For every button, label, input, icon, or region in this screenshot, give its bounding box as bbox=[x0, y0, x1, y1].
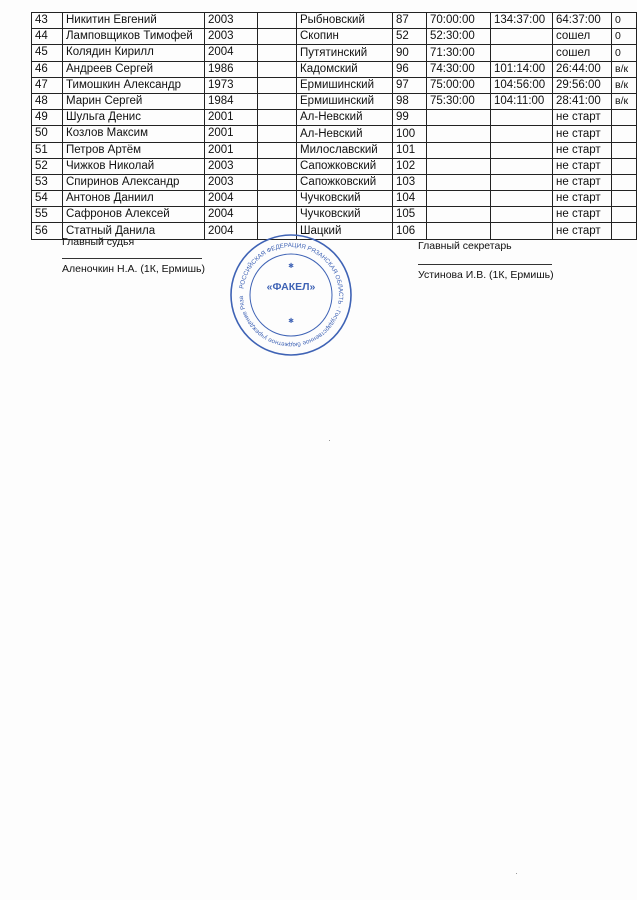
blank-cell bbox=[258, 29, 297, 45]
result-cell: не старт bbox=[553, 126, 612, 142]
blank-cell bbox=[258, 77, 297, 93]
participant-name-cell: Спиринов Александр bbox=[63, 174, 205, 190]
blank-cell bbox=[258, 110, 297, 126]
birth-year-cell: 1973 bbox=[205, 77, 258, 93]
team-cell: Ал-Невский bbox=[297, 110, 393, 126]
bib-number-cell: 97 bbox=[393, 77, 427, 93]
blank-cell bbox=[258, 191, 297, 207]
bib-number-cell: 98 bbox=[393, 93, 427, 109]
participant-name-cell: Сафронов Алексей bbox=[63, 207, 205, 223]
table-row bbox=[32, 45, 637, 61]
bib-number-cell: 101 bbox=[393, 142, 427, 158]
start-time-cell: 75:00:00 bbox=[427, 77, 491, 93]
bib-number-cell: 106 bbox=[393, 223, 427, 239]
team-cell: Шацкий bbox=[297, 223, 393, 239]
start-time-cell bbox=[427, 174, 491, 190]
start-time-cell: 74:30:00 bbox=[427, 61, 491, 77]
place-number-cell: 45 bbox=[32, 45, 63, 61]
blank-cell bbox=[258, 13, 297, 29]
start-time-cell bbox=[427, 223, 491, 239]
chief-secretary-name: Устинова И.В. (1К, Ермишь) bbox=[418, 269, 554, 281]
bib-number-cell: 52 bbox=[393, 29, 427, 45]
birth-year-cell: 2004 bbox=[205, 191, 258, 207]
rank-cell bbox=[612, 174, 637, 190]
place-number-cell: 56 bbox=[32, 223, 63, 239]
finish-time-cell bbox=[491, 142, 553, 158]
rank-cell bbox=[612, 158, 637, 174]
table-row bbox=[32, 29, 637, 45]
bib-number-cell: 99 bbox=[393, 110, 427, 126]
team-cell: Милославский bbox=[297, 142, 393, 158]
participant-name-cell: Ламповщиков Тимофей bbox=[63, 29, 205, 45]
table-row bbox=[32, 207, 637, 223]
result-cell: сошел bbox=[553, 29, 612, 45]
team-cell: Сапожковский bbox=[297, 174, 393, 190]
birth-year-cell: 1986 bbox=[205, 61, 258, 77]
finish-time-cell bbox=[491, 207, 553, 223]
place-number-cell: 47 bbox=[32, 77, 63, 93]
scan-speck bbox=[516, 873, 517, 874]
start-time-cell bbox=[427, 110, 491, 126]
start-time-cell bbox=[427, 191, 491, 207]
table-row bbox=[32, 126, 637, 142]
rank-cell: 0 bbox=[612, 45, 637, 61]
start-time-cell bbox=[427, 142, 491, 158]
result-cell: не старт bbox=[553, 207, 612, 223]
finish-time-cell: 104:56:00 bbox=[491, 77, 553, 93]
birth-year-cell: 2004 bbox=[205, 45, 258, 61]
bib-number-cell: 103 bbox=[393, 174, 427, 190]
result-cell: не старт bbox=[553, 223, 612, 239]
rank-cell: в/к bbox=[612, 61, 637, 77]
birth-year-cell: 2001 bbox=[205, 142, 258, 158]
rank-cell: в/к bbox=[612, 93, 637, 109]
participant-name-cell: Козлов Максим bbox=[63, 126, 205, 142]
participant-name-cell: Петров Артём bbox=[63, 142, 205, 158]
place-number-cell: 49 bbox=[32, 110, 63, 126]
rank-cell bbox=[612, 142, 637, 158]
team-cell: Скопин bbox=[297, 29, 393, 45]
bib-number-cell: 90 bbox=[393, 45, 427, 61]
place-number-cell: 46 bbox=[32, 61, 63, 77]
birth-year-cell: 2003 bbox=[205, 174, 258, 190]
stamp-star-icon: ✱ bbox=[288, 263, 294, 270]
table-row bbox=[32, 158, 637, 174]
start-time-cell: 70:00:00 bbox=[427, 13, 491, 29]
team-cell: Рыбновский bbox=[297, 13, 393, 29]
result-cell: не старт bbox=[553, 158, 612, 174]
result-cell: не старт bbox=[553, 142, 612, 158]
rank-cell: 0 bbox=[612, 29, 637, 45]
organization-stamp bbox=[228, 232, 354, 358]
participant-name-cell: Колядин Кирилл bbox=[63, 45, 205, 61]
birth-year-cell: 1984 bbox=[205, 93, 258, 109]
participant-name-cell: Чижков Николай bbox=[63, 158, 205, 174]
chief-judge-title: Главный судья bbox=[62, 236, 135, 248]
finish-time-cell: 134:37:00 bbox=[491, 13, 553, 29]
place-number-cell: 54 bbox=[32, 191, 63, 207]
rank-cell bbox=[612, 110, 637, 126]
chief-secretary-signature-line bbox=[418, 264, 552, 265]
table-row bbox=[32, 142, 637, 158]
bib-number-cell: 102 bbox=[393, 158, 427, 174]
bib-number-cell: 104 bbox=[393, 191, 427, 207]
rank-cell bbox=[612, 126, 637, 142]
start-time-cell bbox=[427, 126, 491, 142]
bib-number-cell: 100 bbox=[393, 126, 427, 142]
result-cell: 29:56:00 bbox=[553, 77, 612, 93]
result-cell: 28:41:00 bbox=[553, 93, 612, 109]
rank-cell bbox=[612, 191, 637, 207]
team-cell: Чучковский bbox=[297, 191, 393, 207]
finish-time-cell bbox=[491, 174, 553, 190]
birth-year-cell: 2004 bbox=[205, 223, 258, 239]
participant-name-cell: Статный Данила bbox=[63, 223, 205, 239]
start-time-cell: 71:30:00 bbox=[427, 45, 491, 61]
results-table-body bbox=[32, 13, 637, 240]
birth-year-cell: 2004 bbox=[205, 207, 258, 223]
chief-secretary-title: Главный секретарь bbox=[418, 240, 512, 252]
place-number-cell: 52 bbox=[32, 158, 63, 174]
blank-cell bbox=[258, 61, 297, 77]
table-row bbox=[32, 191, 637, 207]
start-time-cell: 75:30:00 bbox=[427, 93, 491, 109]
rank-cell bbox=[612, 223, 637, 239]
table-row bbox=[32, 93, 637, 109]
stamp-center-text: «ФАКЕЛ» bbox=[266, 281, 316, 293]
birth-year-cell: 2001 bbox=[205, 110, 258, 126]
blank-cell bbox=[258, 142, 297, 158]
start-time-cell bbox=[427, 207, 491, 223]
finish-time-cell bbox=[491, 29, 553, 45]
start-time-cell bbox=[427, 158, 491, 174]
bib-number-cell: 96 bbox=[393, 61, 427, 77]
results-table bbox=[31, 12, 637, 240]
blank-cell bbox=[258, 174, 297, 190]
finish-time-cell bbox=[491, 158, 553, 174]
stamp-star-icon: ✱ bbox=[288, 318, 294, 325]
participant-name-cell: Андреев Сергей bbox=[63, 61, 205, 77]
blank-cell bbox=[258, 45, 297, 61]
team-cell: Сапожковский bbox=[297, 158, 393, 174]
birth-year-cell: 2003 bbox=[205, 13, 258, 29]
participant-name-cell: Тимошкин Александр bbox=[63, 77, 205, 93]
team-cell: Ал-Невский bbox=[297, 126, 393, 142]
team-cell: Чучковский bbox=[297, 207, 393, 223]
scan-speck bbox=[329, 440, 330, 441]
finish-time-cell bbox=[491, 126, 553, 142]
table-row bbox=[32, 174, 637, 190]
participant-name-cell: Антонов Даниил bbox=[63, 191, 205, 207]
team-cell: Кадомский bbox=[297, 61, 393, 77]
bib-number-cell: 87 bbox=[393, 13, 427, 29]
stamp-ring-text: РОССИЙСКАЯ ФЕДЕРАЦИЯ РЯЗАНСКАЯ ОБЛАСТЬ · Государственное бюджетное учреждение Ряза bbox=[237, 241, 345, 349]
blank-cell bbox=[258, 93, 297, 109]
finish-time-cell bbox=[491, 191, 553, 207]
table-row bbox=[32, 110, 637, 126]
rank-cell: 0 bbox=[612, 13, 637, 29]
start-time-cell: 52:30:00 bbox=[427, 29, 491, 45]
birth-year-cell: 2003 bbox=[205, 29, 258, 45]
birth-year-cell: 2001 bbox=[205, 126, 258, 142]
rank-cell: в/к bbox=[612, 77, 637, 93]
place-number-cell: 48 bbox=[32, 93, 63, 109]
bib-number-cell: 105 bbox=[393, 207, 427, 223]
place-number-cell: 55 bbox=[32, 207, 63, 223]
blank-cell bbox=[258, 126, 297, 142]
table-row bbox=[32, 13, 637, 29]
participant-name-cell: Шульга Денис bbox=[63, 110, 205, 126]
team-cell: Путятинский bbox=[297, 45, 393, 61]
table-row bbox=[32, 61, 637, 77]
result-cell: 26:44:00 bbox=[553, 61, 612, 77]
result-cell: не старт bbox=[553, 174, 612, 190]
place-number-cell: 51 bbox=[32, 142, 63, 158]
place-number-cell: 50 bbox=[32, 126, 63, 142]
participant-name-cell: Марин Сергей bbox=[63, 93, 205, 109]
chief-judge-signature-line bbox=[62, 258, 202, 259]
result-cell: не старт bbox=[553, 110, 612, 126]
participant-name-cell: Никитин Евгений bbox=[63, 13, 205, 29]
place-number-cell: 44 bbox=[32, 29, 63, 45]
stamp-outer-ring bbox=[231, 235, 351, 355]
finish-time-cell bbox=[491, 110, 553, 126]
table-row bbox=[32, 77, 637, 93]
team-cell: Ермишинский bbox=[297, 93, 393, 109]
finish-time-cell bbox=[491, 223, 553, 239]
blank-cell bbox=[258, 207, 297, 223]
blank-cell bbox=[258, 158, 297, 174]
finish-time-cell: 101:14:00 bbox=[491, 61, 553, 77]
place-number-cell: 53 bbox=[32, 174, 63, 190]
chief-judge-name: Аленочкин Н.А. (1К, Ермишь) bbox=[62, 263, 205, 275]
place-number-cell: 43 bbox=[32, 13, 63, 29]
result-cell: сошел bbox=[553, 45, 612, 61]
finish-time-cell: 104:11:00 bbox=[491, 93, 553, 109]
result-cell: не старт bbox=[553, 191, 612, 207]
rank-cell bbox=[612, 207, 637, 223]
birth-year-cell: 2003 bbox=[205, 158, 258, 174]
result-cell: 64:37:00 bbox=[553, 13, 612, 29]
team-cell: Ермишинский bbox=[297, 77, 393, 93]
finish-time-cell bbox=[491, 45, 553, 61]
